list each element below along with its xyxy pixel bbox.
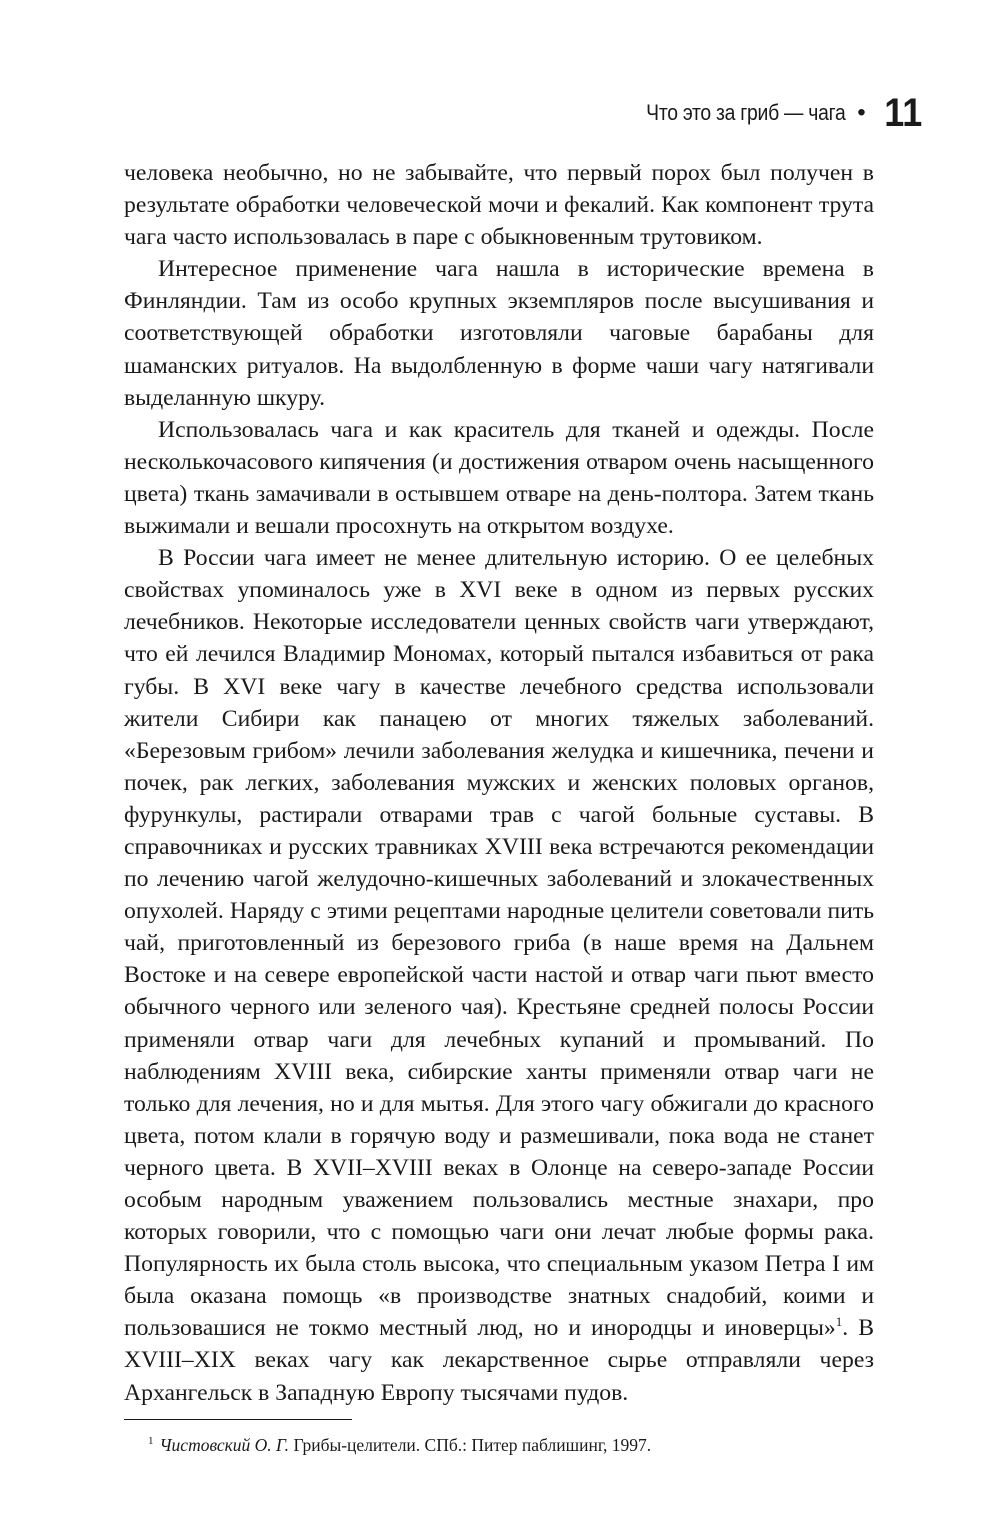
running-title: Что это за гриб — чага bbox=[646, 100, 846, 125]
paragraph-1: человека необычно, но не забывайте, что первый порох был получен в результате обработки человеческой мочи и фекалий. Как компонент трута чага часто использовалась в паре с обыкновенным трутовиком. bbox=[124, 160, 874, 251]
footnote-divider bbox=[124, 1419, 352, 1420]
running-header bbox=[100, 88, 922, 138]
footnote-marker: 1 bbox=[148, 1435, 154, 1447]
header-bullet: • bbox=[857, 99, 866, 126]
footnote-author: Чистовский О. Г. bbox=[159, 1435, 290, 1455]
footnote-text: Грибы-целители. СПб.: Питер паблишинг, 1997. bbox=[289, 1435, 652, 1455]
footnote-reference: 1 bbox=[835, 1314, 843, 1330]
paragraph-3: Использовалась чага и как краситель для тканей и одежды. После несколькочасового кипячения (и достижения отваром очень насыщенного цвета) ткань замачивали в остывшем отваре на день-полтора. Затем ткань выжимали и вешали просохнуть на открытом воздухе. bbox=[124, 416, 874, 540]
paragraph-4-text-start: В России чага имеет не менее длительную историю. О ее целебных свойствах упоминалось уже в XVI веке в одном из первых русских лечебников. Некоторые исследователи ценных свойств чаги утверждают, что ей лечился Владимир Мономах, который пытался избавиться от рака губы. В XVI веке чагу в качестве лечебного средства использовали жители Сибири как панацею от многих тяжелых заболеваний. «Березовым грибом» лечили заболевания желудка и кишечника, печени и почек, рак легких, заболевания мужских и женских половых органов, фурункулы, растирали отварами трав с чагой больные суставы. В справочниках и русских травниках XVIII века встречаются рекомендации по лечению чагой желудочно-кишечных заболеваний и злокачественных опухолей. Наряду с этими рецептами народные целители советовали пить чай, приготовленный из березового гриба (в наше время на Дальнем Востоке и на севере европейской части настой и отвар чаги пьют вместо обычного черного или зеленого чая). Крестьяне средней полосы России применяли отвар чаги для лечебных купаний и промываний. По наблюдениям XVIII века, сибирские ханты применяли отвар чаги не только для лечения, но и для мытья. Для этого чагу обжигали до красного цвета, потом клали в горячую воду и размешивали, пока вода не станет черного цвета. В XVII–XVIII веках в Олонце на северо-западе России особым народным уважением пользовались местные знахари, про которых говорили, что с помощью чаги они лечат любые формы рака. Популярность их была столь высока, что специальным указом Петра I им была оказана помощь «в производстве знатных снадобий, коими и пользовашися не токмо местный люд, но и инородцы и иноверцы» bbox=[124, 545, 874, 1342]
body-text bbox=[124, 157, 874, 1409]
paragraph-2: Интересное применение чага нашла в исторические времена в Финляндии. Там из особо крупных экземпляров после высушивания и соответствующей обработки изготовляли чаговые барабаны для шаманских ритуалов. На выдолбленную в форме чаши чагу натягивали выделанную шкуру. bbox=[124, 256, 874, 411]
paragraph-4-text-end: . В XVIII–XIX веках чагу как лекарственное сырье отправляли через Архангельск в Западную Европу тысячами пудов. bbox=[124, 1315, 874, 1406]
page-number: 11 bbox=[883, 90, 922, 135]
footnote bbox=[148, 1433, 868, 1457]
paragraph-4 bbox=[124, 542, 874, 1409]
